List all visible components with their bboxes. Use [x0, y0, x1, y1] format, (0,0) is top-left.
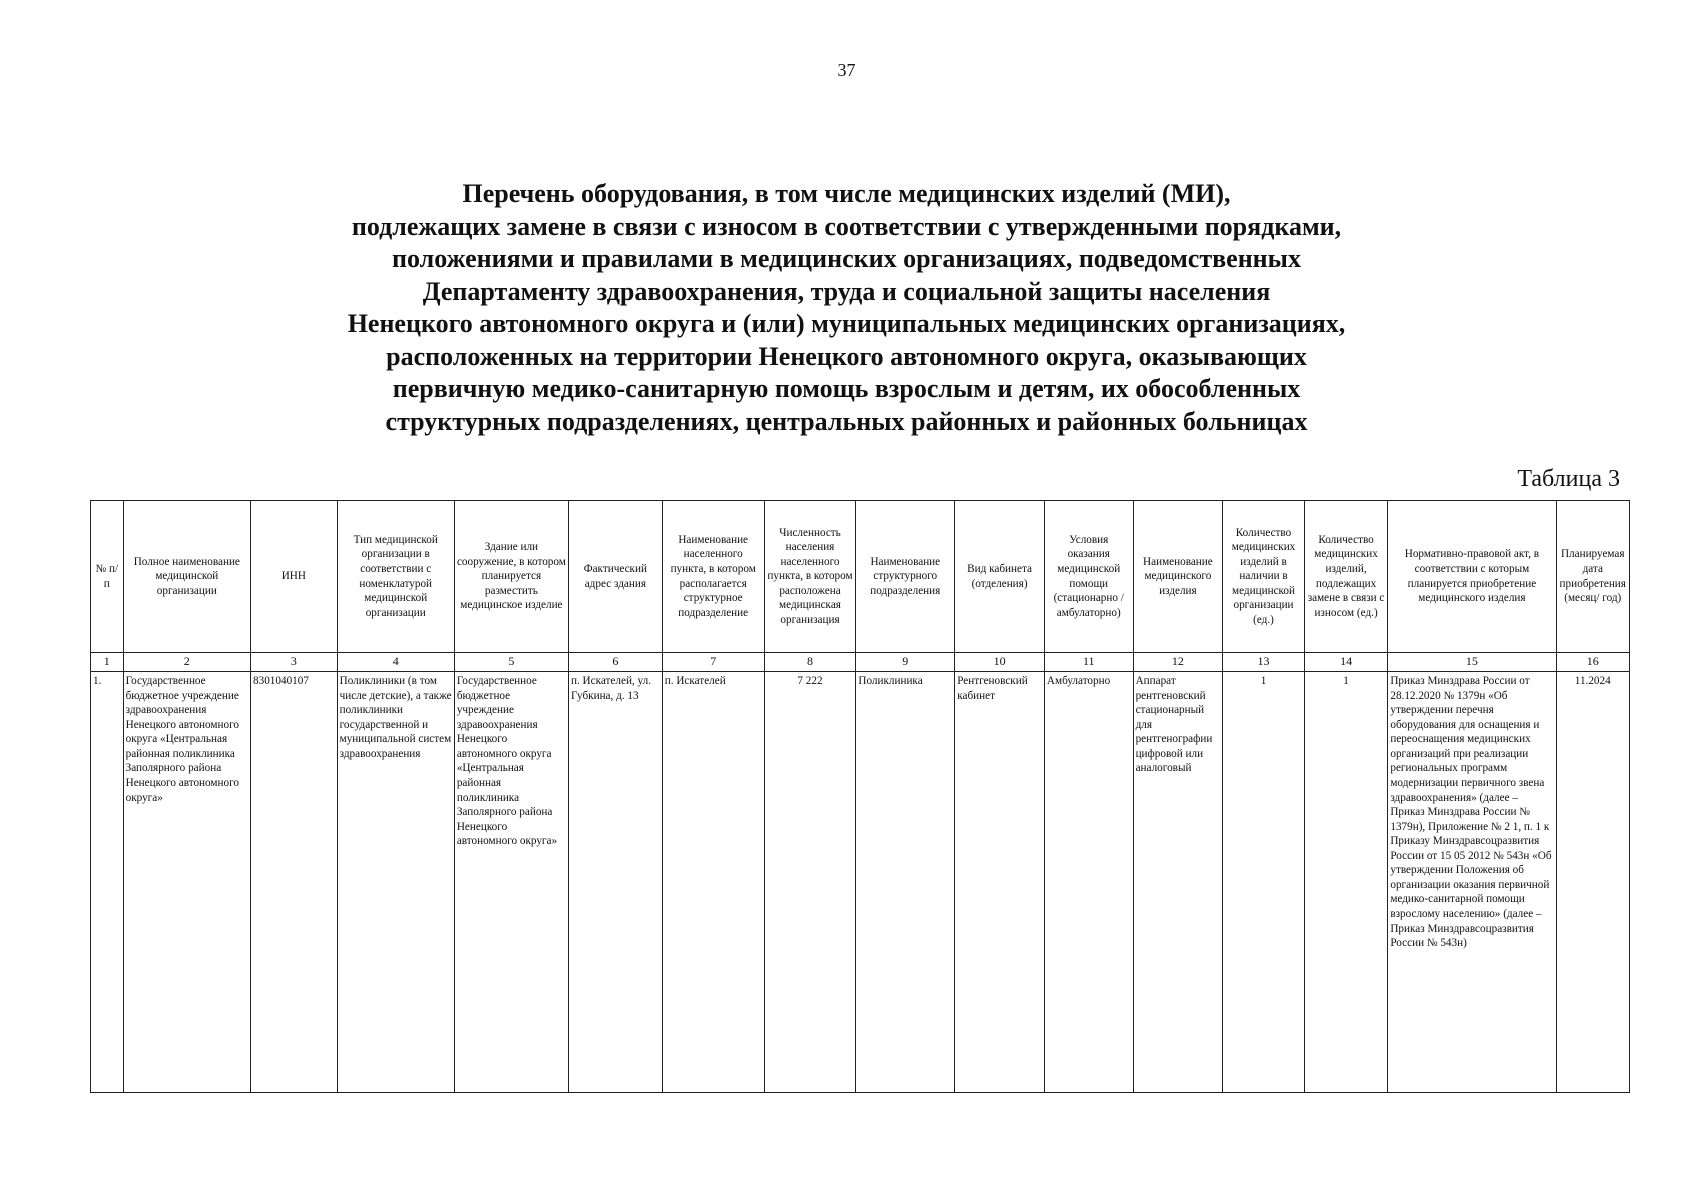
- column-number-cell: 14: [1304, 653, 1388, 672]
- qty-available-cell: 1: [1223, 672, 1305, 1093]
- planned-date-cell: 11.2024: [1556, 672, 1630, 1093]
- header-cell: Условия оказания медицинской помощи (стационарно / амбулаторно): [1044, 501, 1133, 653]
- title-line: Перечень оборудования, в том числе медицинских изделий (МИ),: [462, 179, 1231, 208]
- header-cell: Количество медицинских изделий в наличии в медицинской организации (ед.): [1223, 501, 1305, 653]
- column-number-cell: 9: [856, 653, 955, 672]
- header-cell: Планируемая дата приобретения (месяц/ год): [1556, 501, 1630, 653]
- title-line: подлежащих замене в связи с износом в соответствии с утвержденными порядками,: [351, 211, 1342, 241]
- org-name-cell: Государственное бюджетное учреждение здравоохранения Ненецкого автономного округа «Центральная районная поликлиника Заполярного района Ненецкого автономного округа»: [123, 672, 250, 1093]
- column-number-cell: 5: [454, 653, 568, 672]
- header-cell: Наименование медицинского изделия: [1133, 501, 1223, 653]
- header-cell: Фактический адрес здания: [568, 501, 662, 653]
- conditions-cell: Амбулаторно: [1044, 672, 1133, 1093]
- header-cell: ИНН: [251, 501, 338, 653]
- document-title: [150, 178, 1543, 438]
- table-header-row: [91, 501, 1630, 653]
- header-cell: № п/п: [91, 501, 124, 653]
- table-row: [91, 672, 1630, 1093]
- title-line: структурных подразделениях, центральных районных и районных больницах: [385, 406, 1308, 436]
- title-line: положениями и правилами в медицинских организациях, подведомственных: [392, 244, 1301, 273]
- column-number-cell: 7: [662, 653, 764, 672]
- column-number-cell: 11: [1044, 653, 1133, 672]
- column-number-cell: 13: [1223, 653, 1305, 672]
- column-number-cell: 3: [251, 653, 338, 672]
- address-cell: п. Искателей, ул. Губкина, д. 13: [568, 672, 662, 1093]
- device-cell: Аппарат рентгеновский стационарный для рентгенографии цифровой или аналоговый: [1133, 672, 1223, 1093]
- table-label: Таблица 3: [1517, 466, 1620, 492]
- column-number-cell: 6: [568, 653, 662, 672]
- building-cell: Государственное бюджетное учреждение здравоохранения Ненецкого автономного округа «Центральная районная поликлиника Заполярного района Ненецкого автономного округа»: [454, 672, 568, 1093]
- title-line: Ненецкого автономного округа и (или) муниципальных медицинских организациях,: [347, 309, 1346, 338]
- org-type-cell: Поликлиники (в том числе детские), а также поликлиники государственной и муниципальной систем здравоохранения: [337, 672, 454, 1093]
- column-number-cell: 15: [1388, 653, 1556, 672]
- title-line: первичную медико-санитарную помощь взрослым и детям, их обособленных: [392, 374, 1301, 403]
- header-cell: Количество медицинских изделий, подлежащих замене в связи с износом (ед.): [1304, 501, 1388, 653]
- inn-cell: 8301040107: [251, 672, 338, 1093]
- settlement-cell: п. Искателей: [662, 672, 764, 1093]
- header-cell: Вид кабинета (отделения): [955, 501, 1045, 653]
- header-cell: Наименование структурного подразделения: [856, 501, 955, 653]
- header-cell: Полное наименование медицинской организации: [123, 501, 250, 653]
- population-cell: 7 222: [764, 672, 856, 1093]
- qty-replace-cell: 1: [1304, 672, 1388, 1093]
- header-cell: Наименование населенного пункта, в котором располагается структурное подразделение: [662, 501, 764, 653]
- title-line: Департаменту здравоохранения, труда и социальной защиты населения: [422, 276, 1271, 306]
- header-cell: Численность населения населенного пункта, в котором расположена медицинская организация: [764, 501, 856, 653]
- title-line: расположенных на территории Ненецкого автономного округа, оказывающих: [386, 341, 1307, 371]
- column-number-cell: 1: [91, 653, 124, 672]
- page-number: 37: [837, 60, 856, 80]
- column-number-row: [91, 653, 1630, 672]
- header-cell: Здание или сооружение, в котором планируется разместить медицинское изделие: [454, 501, 568, 653]
- column-number-cell: 2: [123, 653, 250, 672]
- header-cell: Нормативно-правовой акт, в соответствии с которым планируется приобретение медицинского изделия: [1388, 501, 1556, 653]
- equipment-table: [90, 500, 1630, 1093]
- column-number-cell: 4: [337, 653, 454, 672]
- column-number-cell: 10: [955, 653, 1045, 672]
- subdivision-cell: Поликлиника: [856, 672, 955, 1093]
- column-number-cell: 12: [1133, 653, 1223, 672]
- row-number-cell: 1.: [91, 672, 124, 1093]
- header-cell: Тип медицинской организации в соответствии с номенклатурой медицинской организации: [337, 501, 454, 653]
- cabinet-cell: Рентгеновский кабинет: [955, 672, 1045, 1093]
- column-number-cell: 8: [764, 653, 856, 672]
- column-number-cell: 16: [1556, 653, 1630, 672]
- legal-act-cell: Приказ Минздрава России от 28.12.2020 № 1379н «Об утверждении перечня оборудования для оснащения и переоснащения медицинских организаций при реализации региональных программ модернизации первичного звена здравоохранения» (далее – Приказ Минздрава России № 1379н), Приложение № 2 1, п. 1 к Приказу Минздравсоцразвития России от 15 05 2012 № 543н «Об утверждении Положения об организации оказания первичной медико-санитарной помощи взрослому населению» (далее – Приказ Минздравсоцразвития России № 543н): [1388, 672, 1556, 1093]
